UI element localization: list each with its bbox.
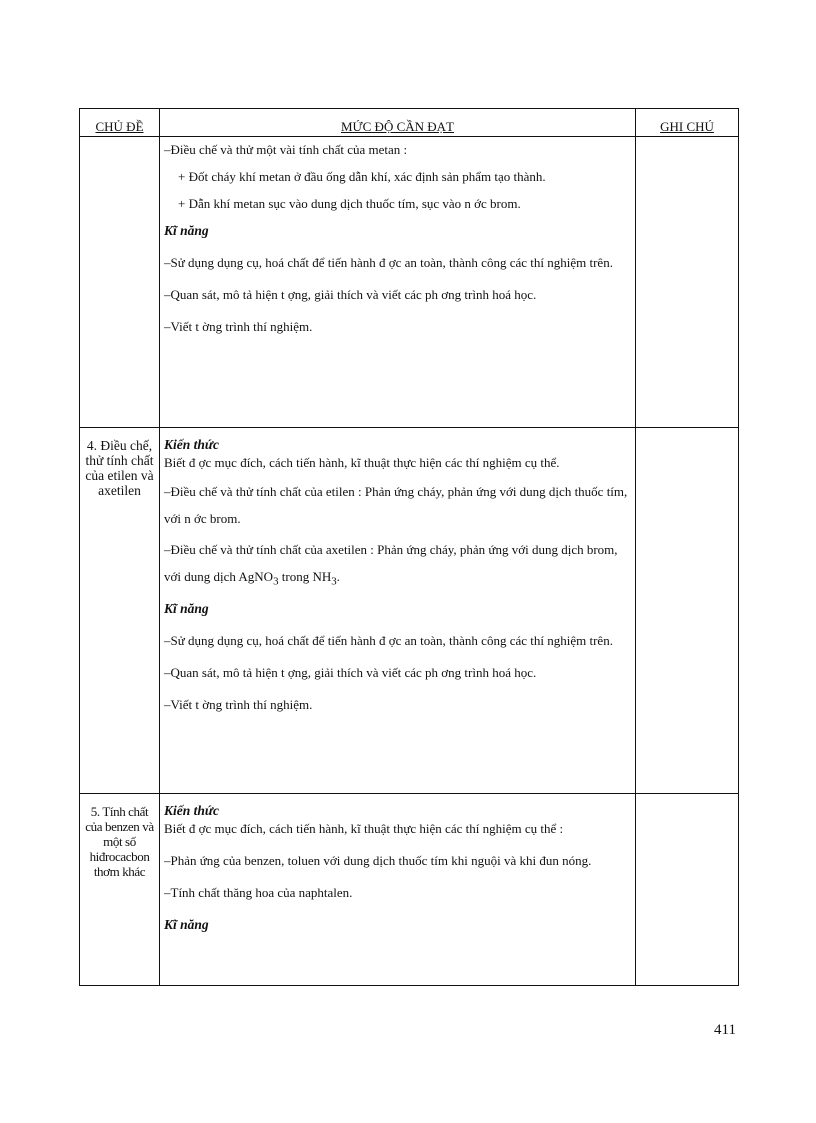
section-heading: Kiến thức	[164, 437, 219, 452]
note-cell	[636, 428, 739, 794]
list-item: – Điều chế và thử tính chất của axetilen : Phản ứng cháy, phản ứng với dung dịch brom,	[164, 541, 629, 559]
list-item: + Dẫn khí metan sục vào dung dịch thuốc tím, sục vào n ớc brom.	[178, 196, 521, 211]
list-item: với n ớc brom.	[164, 511, 241, 526]
list-item: – Sử dụng dụng cụ, hoá chất để tiến hành đ ợc an toàn, thành công các thí nghiệm trên.	[164, 254, 629, 272]
curriculum-table	[79, 108, 739, 986]
list-item: – Quan sát, mô tả hiện t ợng, giải thích và viết các ph ơng trình hoá học.	[164, 286, 629, 304]
content-cell	[160, 428, 636, 794]
list-item: – Sử dụng dụng cụ, hoá chất để tiến hành đ ợc an toàn, thành công các thí nghiệm trên.	[164, 632, 629, 650]
list-item: với dung dịch AgNO$_3$ trong $NH_3$.	[164, 569, 340, 588]
page-number: 411	[714, 1022, 736, 1038]
table-row	[80, 428, 739, 794]
list-item: – Phản ứng của benzen, toluen với dung dịch thuốc tím khi nguội và khi đun nóng.	[164, 852, 629, 870]
table-row	[80, 794, 739, 986]
topic-cell	[80, 137, 160, 428]
content-cell	[160, 137, 636, 428]
header-topic: CHỦ ĐỀ	[80, 109, 160, 137]
list-item: – Điều chế và thử một vài tính chất của metan :	[164, 141, 629, 159]
list-item: – Viết t ờng trình thí nghiệm.	[164, 696, 629, 714]
topic-cell: 4. Điều chế, thử tính chất của etilen và axetilen	[80, 428, 160, 794]
header-row	[80, 109, 739, 137]
list-item: Biết đ ợc mục đích, cách tiến hành, kĩ thuật thực hiện các thí nghiệm cụ thể :	[164, 821, 564, 836]
note-cell	[636, 794, 739, 986]
list-item: – Quan sát, mô tả hiện t ợng, giải thích và viết các ph ơng trình hoá học.	[164, 664, 629, 682]
header-note: GHI CHÚ	[636, 109, 739, 137]
header-level: MỨC ĐỘ CẦN ĐẠT	[160, 109, 636, 137]
list-item: – Tính chất thăng hoa của naphtalen.	[164, 884, 629, 902]
table-row	[80, 137, 739, 428]
section-heading: Kĩ năng	[164, 600, 209, 616]
list-item: + Đốt cháy khí metan ở đầu ống dẫn khí, xác định sản phẩm tạo thành.	[178, 169, 546, 184]
list-item: – Điều chế và thử tính chất của etilen : Phản ứng cháy, phản ứng với dung dịch thuốc tím,	[164, 483, 629, 501]
list-item: – Viết t ờng trình thí nghiệm.	[164, 318, 629, 336]
section-heading: Kĩ năng	[164, 223, 209, 238]
list-item: Biết đ ợc mục đích, cách tiến hành, kĩ thuật thực hiện các thí nghiệm cụ thể.	[164, 455, 560, 470]
note-cell	[636, 137, 739, 428]
section-heading: Kĩ năng	[164, 917, 209, 932]
topic-cell: 5. Tính chất của benzen và một số hiđrocacbon thơm khác	[80, 794, 160, 986]
content-cell	[160, 794, 636, 986]
section-heading: Kiến thức	[164, 803, 219, 818]
